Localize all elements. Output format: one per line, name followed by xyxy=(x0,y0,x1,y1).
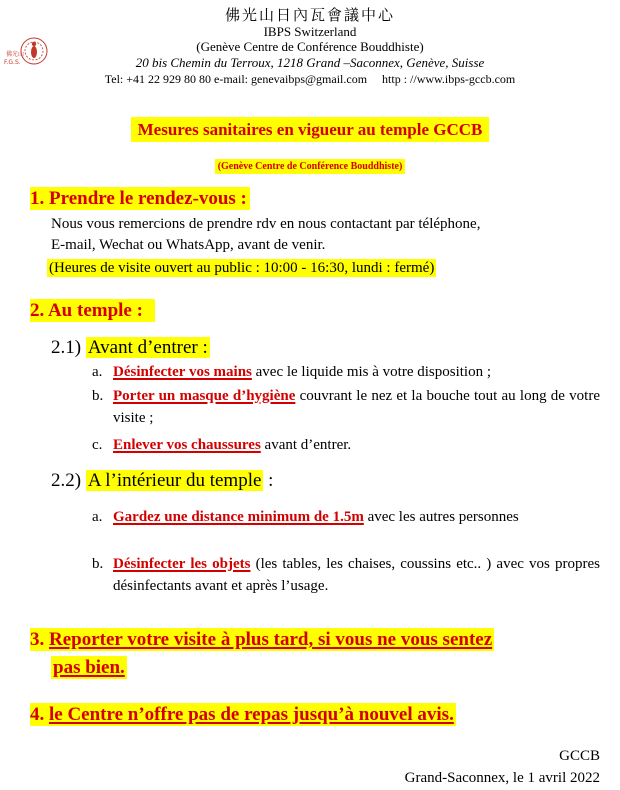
item-action: Gardez une distance minimum de 1.5m xyxy=(113,509,364,525)
subsection-2-1-number: 2.1) xyxy=(51,337,82,358)
item-letter: a. xyxy=(92,509,103,525)
section-1-line-2: E-mail, Wechat ou WhatsApp, avant de venir. xyxy=(51,237,326,253)
english-name: IBPS Switzerland xyxy=(263,24,357,39)
document-title: Mesures sanitaires en vigueur au temple GCCB xyxy=(131,117,490,142)
subsection-2-2-number: 2.2) xyxy=(51,470,82,491)
subtitle-block xyxy=(0,156,620,174)
document-subtitle: (Genève Centre de Conférence Bouddhiste) xyxy=(215,159,406,174)
list-item xyxy=(92,361,600,383)
section-2-title: Au temple : xyxy=(47,300,143,321)
item-letter: a. xyxy=(92,364,103,380)
subsection-2-2-colon: : xyxy=(263,470,274,491)
section-3 xyxy=(30,626,494,682)
item-action: Enlever vos chaussures xyxy=(113,437,261,453)
subsection-2-2-heading xyxy=(51,470,273,492)
item-action: Désinfecter les objets xyxy=(113,556,251,572)
section-4-text: le Centre n’offre pas de repas jusqu’à nouvel avis. xyxy=(49,704,454,725)
item-rest: avec le liquide mis à votre disposition ; xyxy=(251,364,491,380)
item-rest: avant d’entrer. xyxy=(260,437,352,453)
list-item xyxy=(92,506,600,550)
item-rest: (les tables, les chaises, coussins etc.. ) avec vos propres désinfectants avant et après l’usage. xyxy=(113,556,600,594)
item-letter: b. xyxy=(92,388,104,404)
item-action: Désinfecter vos mains xyxy=(113,364,252,380)
visiting-hours-text: (Heures de visite ouvert au public : 10:00 - 16:30, lundi : fermé) xyxy=(49,260,435,276)
subsection-2-2-title: A l’intérieur du temple xyxy=(87,470,262,491)
item-rest: avec les autres personnes xyxy=(363,509,519,525)
list-item xyxy=(92,385,600,429)
item-letter: c. xyxy=(92,437,103,453)
contact-line: Tel: +41 22 929 80 80 e-mail: genevaibps@gmail.com http : //www.ibps-gccb.com xyxy=(104,72,516,86)
item-letter: b. xyxy=(92,556,104,572)
section-1-title: Prendre le rendez-vous : xyxy=(49,188,247,209)
address: 20 bis Chemin du Terroux, 1218 Grand –Saconnex, Genève, Suisse xyxy=(135,55,485,70)
visiting-hours xyxy=(47,258,436,279)
section-1-line-1: Nous vous remercions de prendre rdv en nous contactant par téléphone, xyxy=(51,216,481,232)
section-4 xyxy=(30,704,456,726)
section-4-number: 4. xyxy=(30,704,45,725)
subsection-2-1-heading xyxy=(51,337,210,359)
section-1-heading xyxy=(30,188,250,210)
section-3-line-2: pas bien. xyxy=(53,657,125,678)
item-rest: couvrant le nez et la bouche tout au long de votre visite ; xyxy=(113,388,600,426)
footer-org: GCCB xyxy=(559,748,600,764)
section-2-heading xyxy=(30,300,155,322)
footer-place-date: Grand-Saconnex, le 1 avril 2022 xyxy=(404,770,600,786)
subsection-2-1-title: Avant d’entrer : xyxy=(87,337,208,358)
list-item xyxy=(92,434,600,456)
french-name: (Genève Centre de Conférence Bouddhiste) xyxy=(196,39,424,54)
logo-text-bottom: F.G.S. xyxy=(4,59,21,66)
chinese-name: 佛光山日內瓦會議中心 xyxy=(224,6,395,24)
section-2-number: 2. xyxy=(30,300,45,321)
title-block xyxy=(0,120,620,140)
list-item xyxy=(92,553,600,597)
section-1-number: 1. xyxy=(30,188,45,209)
logo-text-top: 佛光山 xyxy=(6,51,25,58)
letterhead xyxy=(0,6,620,87)
footer-signature xyxy=(405,745,600,789)
section-3-number: 3. xyxy=(30,629,45,650)
item-action: Porter un masque d’hygiène xyxy=(113,388,296,404)
section-3-line-1: Reporter votre visite à plus tard, si vous ne vous sentez xyxy=(49,629,493,650)
